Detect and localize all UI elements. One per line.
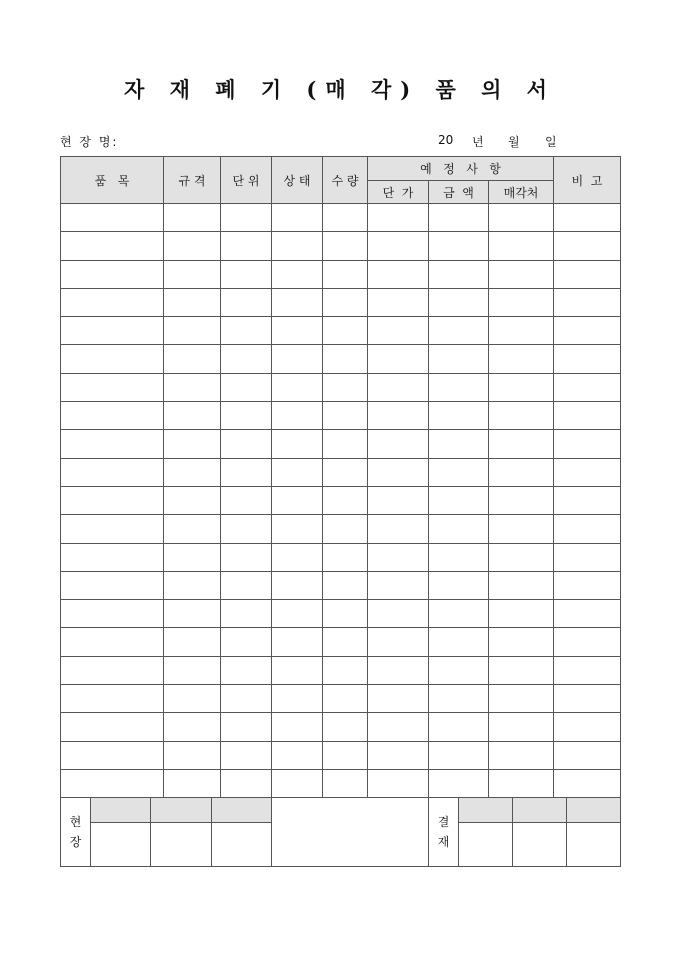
cell-unit-price[interactable] [368, 373, 429, 401]
cell-item[interactable] [61, 515, 164, 543]
disposal-items-table [60, 156, 621, 798]
approval-header-3 [567, 798, 621, 823]
cell-unit-price[interactable] [368, 288, 429, 316]
cell-amount[interactable] [429, 685, 489, 713]
cell-unit-price[interactable] [368, 232, 429, 260]
cell-quantity[interactable] [323, 628, 368, 656]
cell-spec[interactable] [164, 430, 221, 458]
site-sign-box-3[interactable] [212, 823, 272, 867]
cell-buyer[interactable] [489, 571, 554, 599]
cell-unit[interactable] [221, 656, 272, 684]
approval-header-1 [459, 798, 513, 823]
cell-remarks[interactable] [554, 571, 621, 599]
date-day-label: 일 [545, 135, 557, 149]
header-buyer: 매각처 [489, 181, 554, 204]
cell-condition[interactable] [272, 656, 323, 684]
cell-condition[interactable] [272, 543, 323, 571]
cell-condition[interactable] [272, 571, 323, 599]
cell-amount[interactable] [429, 741, 489, 769]
cell-amount[interactable] [429, 288, 489, 316]
cell-buyer[interactable] [489, 486, 554, 514]
cell-unit-price[interactable] [368, 769, 429, 797]
cell-unit[interactable] [221, 232, 272, 260]
cell-buyer[interactable] [489, 402, 554, 430]
document-title: 자 재 폐 기 (매 각) 품 의 서 [124, 77, 556, 102]
cell-unit[interactable] [221, 685, 272, 713]
site-sign-header-2 [151, 798, 212, 823]
table-row [61, 741, 621, 769]
cell-item[interactable] [61, 373, 164, 401]
cell-amount[interactable] [429, 317, 489, 345]
cell-unit-price[interactable] [368, 486, 429, 514]
cell-remarks[interactable] [554, 628, 621, 656]
cell-remarks[interactable] [554, 741, 621, 769]
cell-item[interactable] [61, 543, 164, 571]
date-year-label: 년 [472, 135, 484, 149]
cell-item[interactable] [61, 204, 164, 232]
table-row [61, 571, 621, 599]
cell-unit[interactable] [221, 769, 272, 797]
header-condition: 상 태 [272, 157, 323, 204]
cell-spec[interactable] [164, 685, 221, 713]
cell-item[interactable] [61, 600, 164, 628]
cell-quantity[interactable] [323, 741, 368, 769]
cell-spec[interactable] [164, 458, 221, 486]
cell-item[interactable] [61, 260, 164, 288]
cell-condition[interactable] [272, 402, 323, 430]
cell-remarks[interactable] [554, 260, 621, 288]
cell-remarks[interactable] [554, 317, 621, 345]
table-row [61, 769, 621, 797]
cell-item[interactable] [61, 685, 164, 713]
cell-unit-price[interactable] [368, 430, 429, 458]
table-row [61, 600, 621, 628]
cell-spec[interactable] [164, 232, 221, 260]
table-row [61, 713, 621, 741]
cell-item[interactable] [61, 317, 164, 345]
table-row [61, 430, 621, 458]
cell-buyer[interactable] [489, 458, 554, 486]
cell-quantity[interactable] [323, 317, 368, 345]
cell-quantity[interactable] [323, 373, 368, 401]
cell-condition[interactable] [272, 317, 323, 345]
table-row [61, 486, 621, 514]
cell-unit[interactable] [221, 713, 272, 741]
cell-item[interactable] [61, 656, 164, 684]
cell-spec[interactable] [164, 515, 221, 543]
cell-buyer[interactable] [489, 232, 554, 260]
header-amount: 금 액 [429, 181, 489, 204]
cell-spec[interactable] [164, 769, 221, 797]
cell-spec[interactable] [164, 317, 221, 345]
cell-item[interactable] [61, 458, 164, 486]
table-row [61, 628, 621, 656]
cell-quantity[interactable] [323, 600, 368, 628]
header-quantity: 수 량 [323, 157, 368, 204]
cell-quantity[interactable] [323, 430, 368, 458]
cell-unit-price[interactable] [368, 713, 429, 741]
cell-condition[interactable] [272, 260, 323, 288]
cell-item[interactable] [61, 741, 164, 769]
cell-unit-price[interactable] [368, 600, 429, 628]
cell-amount[interactable] [429, 430, 489, 458]
site-sign-header-1 [91, 798, 151, 823]
cell-quantity[interactable] [323, 345, 368, 373]
cell-condition[interactable] [272, 430, 323, 458]
cell-item[interactable] [61, 628, 164, 656]
cell-condition[interactable] [272, 486, 323, 514]
cell-unit-price[interactable] [368, 345, 429, 373]
cell-amount[interactable] [429, 628, 489, 656]
cell-amount[interactable] [429, 402, 489, 430]
table-row [61, 373, 621, 401]
cell-remarks[interactable] [554, 204, 621, 232]
table-row [61, 685, 621, 713]
cell-buyer[interactable] [489, 317, 554, 345]
cell-buyer[interactable] [489, 373, 554, 401]
cell-item[interactable] [61, 430, 164, 458]
cell-amount[interactable] [429, 345, 489, 373]
cell-unit-price[interactable] [368, 458, 429, 486]
cell-amount[interactable] [429, 232, 489, 260]
table-row [61, 458, 621, 486]
cell-quantity[interactable] [323, 713, 368, 741]
cell-buyer[interactable] [489, 515, 554, 543]
cell-spec[interactable] [164, 713, 221, 741]
cell-condition[interactable] [272, 685, 323, 713]
cell-buyer[interactable] [489, 600, 554, 628]
table-row [61, 317, 621, 345]
cell-quantity[interactable] [323, 260, 368, 288]
cell-condition[interactable] [272, 458, 323, 486]
cell-amount[interactable] [429, 373, 489, 401]
cell-unit[interactable] [221, 317, 272, 345]
cell-unit-price[interactable] [368, 204, 429, 232]
cell-buyer[interactable] [489, 741, 554, 769]
cell-spec[interactable] [164, 571, 221, 599]
cell-spec[interactable] [164, 373, 221, 401]
cell-buyer[interactable] [489, 769, 554, 797]
cell-unit[interactable] [221, 288, 272, 316]
cell-quantity[interactable] [323, 685, 368, 713]
cell-unit-price[interactable] [368, 515, 429, 543]
cell-unit[interactable] [221, 345, 272, 373]
cell-amount[interactable] [429, 571, 489, 599]
cell-condition[interactable] [272, 204, 323, 232]
cell-unit[interactable] [221, 628, 272, 656]
cell-buyer[interactable] [489, 430, 554, 458]
cell-condition[interactable] [272, 741, 323, 769]
cell-remarks[interactable] [554, 458, 621, 486]
approval-header-2 [513, 798, 567, 823]
cell-unit[interactable] [221, 571, 272, 599]
cell-remarks[interactable] [554, 402, 621, 430]
cell-item[interactable] [61, 713, 164, 741]
cell-unit[interactable] [221, 430, 272, 458]
cell-item[interactable] [61, 232, 164, 260]
cell-unit-price[interactable] [368, 685, 429, 713]
cell-condition[interactable] [272, 713, 323, 741]
cell-spec[interactable] [164, 656, 221, 684]
cell-spec[interactable] [164, 600, 221, 628]
cell-remarks[interactable] [554, 600, 621, 628]
approval-box-2[interactable] [513, 823, 567, 867]
cell-spec[interactable] [164, 486, 221, 514]
cell-spec[interactable] [164, 402, 221, 430]
cell-spec[interactable] [164, 543, 221, 571]
table-row [61, 204, 621, 232]
cell-item[interactable] [61, 402, 164, 430]
cell-quantity[interactable] [323, 571, 368, 599]
cell-item[interactable] [61, 769, 164, 797]
cell-amount[interactable] [429, 600, 489, 628]
table-row [61, 543, 621, 571]
header-plan: 예 정 사 항 [368, 157, 554, 181]
site-sign-box-1[interactable] [91, 823, 151, 867]
cell-quantity[interactable] [323, 402, 368, 430]
site-sign-label: 현 장 [61, 798, 91, 867]
table-row [61, 232, 621, 260]
cell-quantity[interactable] [323, 288, 368, 316]
cell-quantity[interactable] [323, 458, 368, 486]
cell-unit[interactable] [221, 515, 272, 543]
header-spec: 규 격 [164, 157, 221, 204]
cell-spec[interactable] [164, 741, 221, 769]
cell-buyer[interactable] [489, 656, 554, 684]
cell-spec[interactable] [164, 288, 221, 316]
cell-spec[interactable] [164, 345, 221, 373]
cell-remarks[interactable] [554, 543, 621, 571]
table-row [61, 288, 621, 316]
cell-amount[interactable] [429, 260, 489, 288]
table-row [61, 656, 621, 684]
cell-quantity[interactable] [323, 656, 368, 684]
cell-spec[interactable] [164, 204, 221, 232]
cell-unit[interactable] [221, 373, 272, 401]
cell-amount[interactable] [429, 713, 489, 741]
cell-condition[interactable] [272, 600, 323, 628]
cell-unit[interactable] [221, 741, 272, 769]
cell-quantity[interactable] [323, 515, 368, 543]
cell-spec[interactable] [164, 628, 221, 656]
cell-condition[interactable] [272, 628, 323, 656]
cell-quantity[interactable] [323, 232, 368, 260]
cell-condition[interactable] [272, 345, 323, 373]
cell-amount[interactable] [429, 204, 489, 232]
cell-buyer[interactable] [489, 628, 554, 656]
signature-table [60, 797, 621, 867]
cell-buyer[interactable] [489, 685, 554, 713]
cell-amount[interactable] [429, 543, 489, 571]
cell-remarks[interactable] [554, 515, 621, 543]
cell-spec[interactable] [164, 260, 221, 288]
cell-amount[interactable] [429, 458, 489, 486]
cell-unit-price[interactable] [368, 317, 429, 345]
cell-condition[interactable] [272, 515, 323, 543]
cell-buyer[interactable] [489, 204, 554, 232]
cell-unit-price[interactable] [368, 741, 429, 769]
table-row [61, 345, 621, 373]
site-name-label: 현 장 명: [60, 135, 119, 149]
cell-unit[interactable] [221, 458, 272, 486]
cell-remarks[interactable] [554, 430, 621, 458]
cell-unit[interactable] [221, 260, 272, 288]
signature-blank-area [272, 798, 429, 867]
table-row [61, 402, 621, 430]
cell-condition[interactable] [272, 232, 323, 260]
cell-amount[interactable] [429, 486, 489, 514]
table-row [61, 260, 621, 288]
approval-box-3[interactable] [567, 823, 621, 867]
site-sign-header-3 [212, 798, 272, 823]
cell-unit[interactable] [221, 543, 272, 571]
cell-quantity[interactable] [323, 486, 368, 514]
header-remarks: 비 고 [554, 157, 621, 204]
cell-remarks[interactable] [554, 486, 621, 514]
date-month-label: 월 [508, 135, 520, 149]
cell-quantity[interactable] [323, 543, 368, 571]
cell-remarks[interactable] [554, 769, 621, 797]
site-sign-box-2[interactable] [151, 823, 212, 867]
cell-item[interactable] [61, 486, 164, 514]
cell-remarks[interactable] [554, 656, 621, 684]
cell-unit[interactable] [221, 600, 272, 628]
cell-unit-price[interactable] [368, 402, 429, 430]
cell-quantity[interactable] [323, 769, 368, 797]
cell-remarks[interactable] [554, 373, 621, 401]
cell-quantity[interactable] [323, 204, 368, 232]
cell-unit[interactable] [221, 402, 272, 430]
cell-unit-price[interactable] [368, 571, 429, 599]
cell-buyer[interactable] [489, 713, 554, 741]
cell-condition[interactable] [272, 769, 323, 797]
cell-buyer[interactable] [489, 345, 554, 373]
cell-item[interactable] [61, 288, 164, 316]
cell-remarks[interactable] [554, 232, 621, 260]
header-unit-price: 단 가 [368, 181, 429, 204]
cell-amount[interactable] [429, 769, 489, 797]
approval-label: 결 재 [429, 798, 459, 867]
cell-amount[interactable] [429, 515, 489, 543]
cell-remarks[interactable] [554, 685, 621, 713]
cell-unit[interactable] [221, 486, 272, 514]
cell-buyer[interactable] [489, 260, 554, 288]
cell-remarks[interactable] [554, 713, 621, 741]
approval-box-1[interactable] [459, 823, 513, 867]
cell-buyer[interactable] [489, 288, 554, 316]
date-year-prefix: 20 [438, 133, 454, 147]
header-unit: 단 위 [221, 157, 272, 204]
cell-item[interactable] [61, 345, 164, 373]
cell-unit-price[interactable] [368, 543, 429, 571]
cell-buyer[interactable] [489, 543, 554, 571]
cell-remarks[interactable] [554, 288, 621, 316]
cell-unit-price[interactable] [368, 628, 429, 656]
cell-condition[interactable] [272, 373, 323, 401]
cell-item[interactable] [61, 571, 164, 599]
cell-unit-price[interactable] [368, 260, 429, 288]
cell-amount[interactable] [429, 656, 489, 684]
cell-remarks[interactable] [554, 345, 621, 373]
cell-unit-price[interactable] [368, 656, 429, 684]
cell-unit[interactable] [221, 204, 272, 232]
header-item: 품 목 [61, 157, 164, 204]
table-row [61, 515, 621, 543]
cell-condition[interactable] [272, 288, 323, 316]
